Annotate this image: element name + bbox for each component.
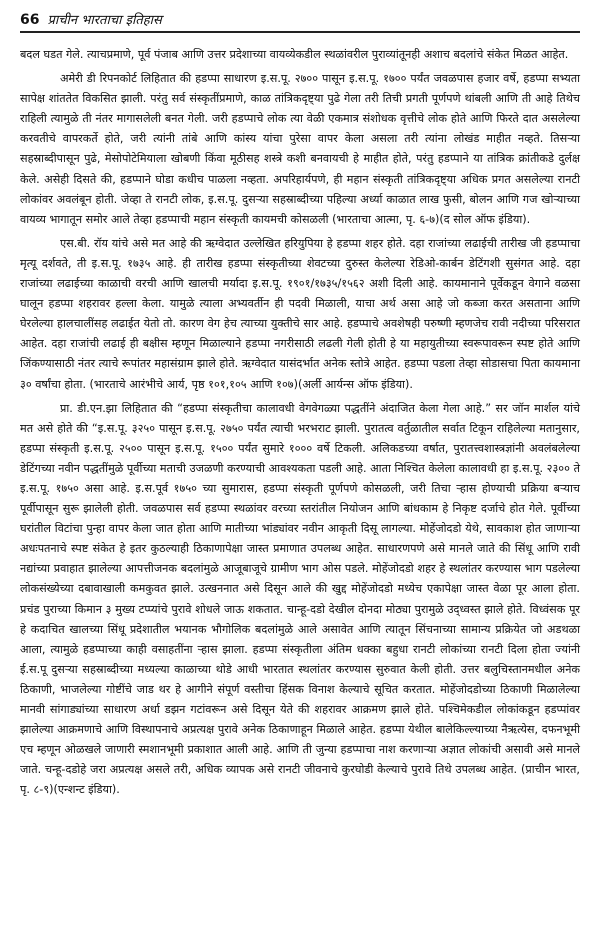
paragraph-roy: एस.बी. रॉय यांचे असे मत आहे की ऋग्वेदात उल्लेखित हरियुपिया हे हडप्पा शहर होते. दहा राजांच्या लढाईची तारीख जी हडप्पाचा मृत्यू दर्शवते, ती इ.स.पू. १७३५ आहे. ही तारीख हडप्पा संस्कृतीच्या शेवटच्या दुरुस्त केलेल्या रेडिओ-कार्बन डेटिंगशी सुसंगत आहे. दहा राजांच्या लढाईच्या काळाची वरची आणि खालची मर्यादा इ.स.पू. १९०१/१७३५/१५६२ अशी दिली आहे. कायमानाने पूर्वेकडून वेगाने वळसा घालून हडप्पा शहरावर हल्ला केला. यामुळे त्याला अभ्यवर्तीन ही पदवी मिळाली, याचा अर्थ असा आहे जो कब्जा करत असताना आणि घेरलेल्या हालचालींसह लढाईत येतो तो. कारण वेग हेच त्याच्या युक्तीचे सार आहे. हडप्पाचे अवशेषही परुष्णी म्हणजेच रावी नदीच्या परिसरात आहेत. दहा राजांची लढाई ही बक्षीस म्हणून मिळाल्याने हडप्पा नगरीसाठी लढली गेली होती हे या महायुतीच्या स्वरूपावरून स्पष्ट होते आणि जिंकण्यासाठी नंतर त्याचे रूपांतर महासंग्राम झाले होते. ऋग्वेदात यासंदर्भात अनेक स्तोत्रे आहेत. हडप्पा पडला तेव्हा सोडासचा पिता कायमाना ३० वर्षांचा होता. (भारताचे आरंभीचे आर्य, पृष्ठ १०१,१०५ आणि १०७)(अर्ली आर्यन्स ऑफ इंडिया).: [20, 236, 580, 391]
body-text: [20, 45, 580, 800]
page-header: [20, 10, 580, 33]
paragraph-ripankort: अमेरी डी रिपनकोर्ट लिहितात की हडप्पा साधारण इ.स.पू. २७०० पासून इ.स.पू. १७०० पर्यंत जवळपास हजार वर्षे, हडप्पा सभ्यता सापेक्ष शांततेत विकसित झाली. परंतु सर्व संस्कृतींप्रमाणे, काळ तांत्रिकदृष्ट्या पुढे गेला तरी तिची प्रगती पूर्णपणे थांबली आणि ती आहे तिथेच राहिली त्यामुळे ती नंतर मागासलेली बनत गेली. जरी हडप्पाचे लोक त्या वेळी एकमात्र संशोधक वृत्तीचे लोक होते आणि फिरते दात असलेल्या करवतीचे वापरकर्ते होते, जरी त्यांनी तांबे आणि कांस्य यांचा पुरेसा वापर केला असला तरी त्यांना लोखंड माहीत नव्हते. तिसऱ्या सहस्राब्दीपासून पुढे, मेसोपोटेमियाला खोबणी किंवा मूठीसह शस्त्रे कशी बनवायची हे माहीत होते, परंतु हडप्पाने या तांत्रिक क्रांतीकडे दुर्लक्ष केले. असेही दिसते की, हडप्पाने घोडा कधीच पाळला नव्हता. अपरिहार्यपणे, ही महान संस्कृती तांत्रिकदृष्ट्या अधिक प्रगत असलेल्या रानटी लोकांवर अवलंबून होती. जेव्हा ते रानटी लोक, इ.स.पू. दुसऱ्या सहस्राब्दीच्या पहिल्या अर्ध्या काळात लाख फुसी, बोलन आणि गज खोऱ्याच्या वायव्य भागातून समोर आले तेव्हा हडप्पाची महान संस्कृती कायमची कोसळली (भारताचा आत्मा, पृ. ६-७)(द सोल ऑफ इंडिया).: [20, 72, 580, 226]
paragraph-jha: प्रा. डी.एन.झा लिहितात की “हडप्पा संस्कृतीचा कालावधी वेगवेगळ्या पद्धतींने अंदाजित केला गेला आहे.” सर जॉन मार्शल यांचे मत असे होते की “इ.स.पू. ३२५० पासून इ.स.पू. २७५० पर्यंत त्याची भरभराट झाली. पुरातत्व वर्तुळातील सर्वात टिकून राहिलेल्या मतानुसार, हडप्पा संस्कृती इ.स.पू. २५०० पासून इ.स.पू. १५०० पर्यंत सुमारे १००० वर्षे टिकली. अलिकडच्या वर्षात, पुरातत्त्वशास्त्रज्ञांनी अवलंबलेल्या डेटिंगच्या नवीन पद्धतींमुळे पूर्वीच्या मताची उजळणी करण्याची आवश्यकता पडली आहे. आता निश्चित केलेला कालावधी हा इ.स.पू. २३०० ते इ.स.पू. १७५० असा आहे. इ.स.पूर्व १७५० च्या सुमारास, हडप्पा संस्कृती पूर्णपणे कोसळली, जरी तिचा ऱ्हास होण्याची प्रक्रिया बऱ्याच पूर्वीपासून सुरू झालेली होती. जवळपास सर्व हडप्पा स्थळांवर वरच्या स्तरांतील नियोजन आणि बांधकाम हे निकृष्ट दर्जाचे होत गेले. पूर्वीच्या घरांतील विटांचा पुन्हा वापर केला जात होता आणि मातीच्या भांड्यांवर नवीन आकृती दिसू लागल्या. मोहेंजोदडो येथे, सावकाश होत जाणाऱ्या अधःपतनाचे स्पष्ट संकेत हे इतर कुठल्याही ठिकाणापेक्षा जास्त प्रमाणात उपलब्ध आहेत. साधारणपणे असे मानले जाते की सिंधू आणि रावी नद्यांच्या प्रवाहात झालेल्या आपत्तीजनक बदलांमुळे आजूबाजूचे ग्रामीण भाग ओस पडले. मोहेंजोदडो शहर हे स्थलांतर करण्यास भाग पडलेल्या लोकसंख्येच्या दबावाखाली कमकुवत झाले. उत्खननात असे दिसून आले की खुद्द मोहेंजोदडो मध्येच एकापेक्षा जास्त वेळा पूर आला होता. प्रचंड पुराच्या किमान ३ मुख्य टप्प्यांचे पुरावे शोधले जाऊ शकतात. चान्हू-दडो देखील दोनदा मोठ्या पुरामुळे उद्ध्वस्त झाले होते. विध्वंसक पूर हे कदाचित खालच्या सिंधू प्रदेशातील भयानक भौगोलिक बदलांमुळे आले असावेत आणि त्यातून सिंचनाच्या सामान्य प्रक्रियेत जो अडथळा आला, त्यामुळे हडप्पाच्या काही वसाहतींना ऱ्हास झाला. हडप्पा संस्कृतीला अंतिम धक्का बहुधा रानटी लोकांच्या रानटी दिला होता ज्यांनी ई.स.पू दुसऱ्या सहस्राब्दीच्या मध्यल्या काळाच्या थोडे आधी भारतात स्थलांतर करण्यास सुरुवात केली होती. उत्तर बलुचिस्तानमधील अनेक ठिकाणी, भाजलेल्या गोष्टींचे जाड थर हे आगीने संपूर्ण वस्तीचा हिंसक विनाश केल्याचे सूचित करतात. मोहेंजोदडोच्या ठिकाणी मिळालेल्या मानवी सांगाड्यांच्या साधारण अर्धा डझन गटांवरून असे दिसून येते की शहरावर आक्रमण झाले होते. पश्चिमेकडील लोकांकडून हडप्पांवर झालेल्या आक्रमणाचे आणि विस्थापनाचे अप्रत्यक्ष पुरावे अनेक ठिकाणाहून मिळाले आहेत. हडप्पा येथील बालेकिल्ल्याच्या नैऋत्येस, दफनभूमी एच म्हणून ओळखले जाणारी स्मशानभूमी प्रकाशात आली आहे. आणि ती जुन्या हडप्पाचा नाश करणाऱ्या अज्ञात लोकांची असावी असे मानले जाते. चन्हू-दडोहे जरा अप्रत्यक्ष असले तरी, अधिक व्यापक असे रानटी जीवनाचे कुरघोडी केल्याचे पुरावे तिथे उपलब्ध आहेत. (प्राचीन भारत, पृ. ८-९)(एन्शन्ट इंडिया).: [20, 401, 580, 797]
page-number: 66: [20, 12, 40, 28]
running-title: प्राचीन भारताचा इतिहास: [47, 13, 162, 28]
paragraph-continuation: बदल घडत गेले. त्याचप्रमाणे, पूर्व पंजाब आणि उत्तर प्रदेशाच्या वायव्येकडील स्थळांवरील पुराव्यांतूनही अशाच बदलांचे संकेत मिळत आहेत.: [20, 48, 569, 61]
